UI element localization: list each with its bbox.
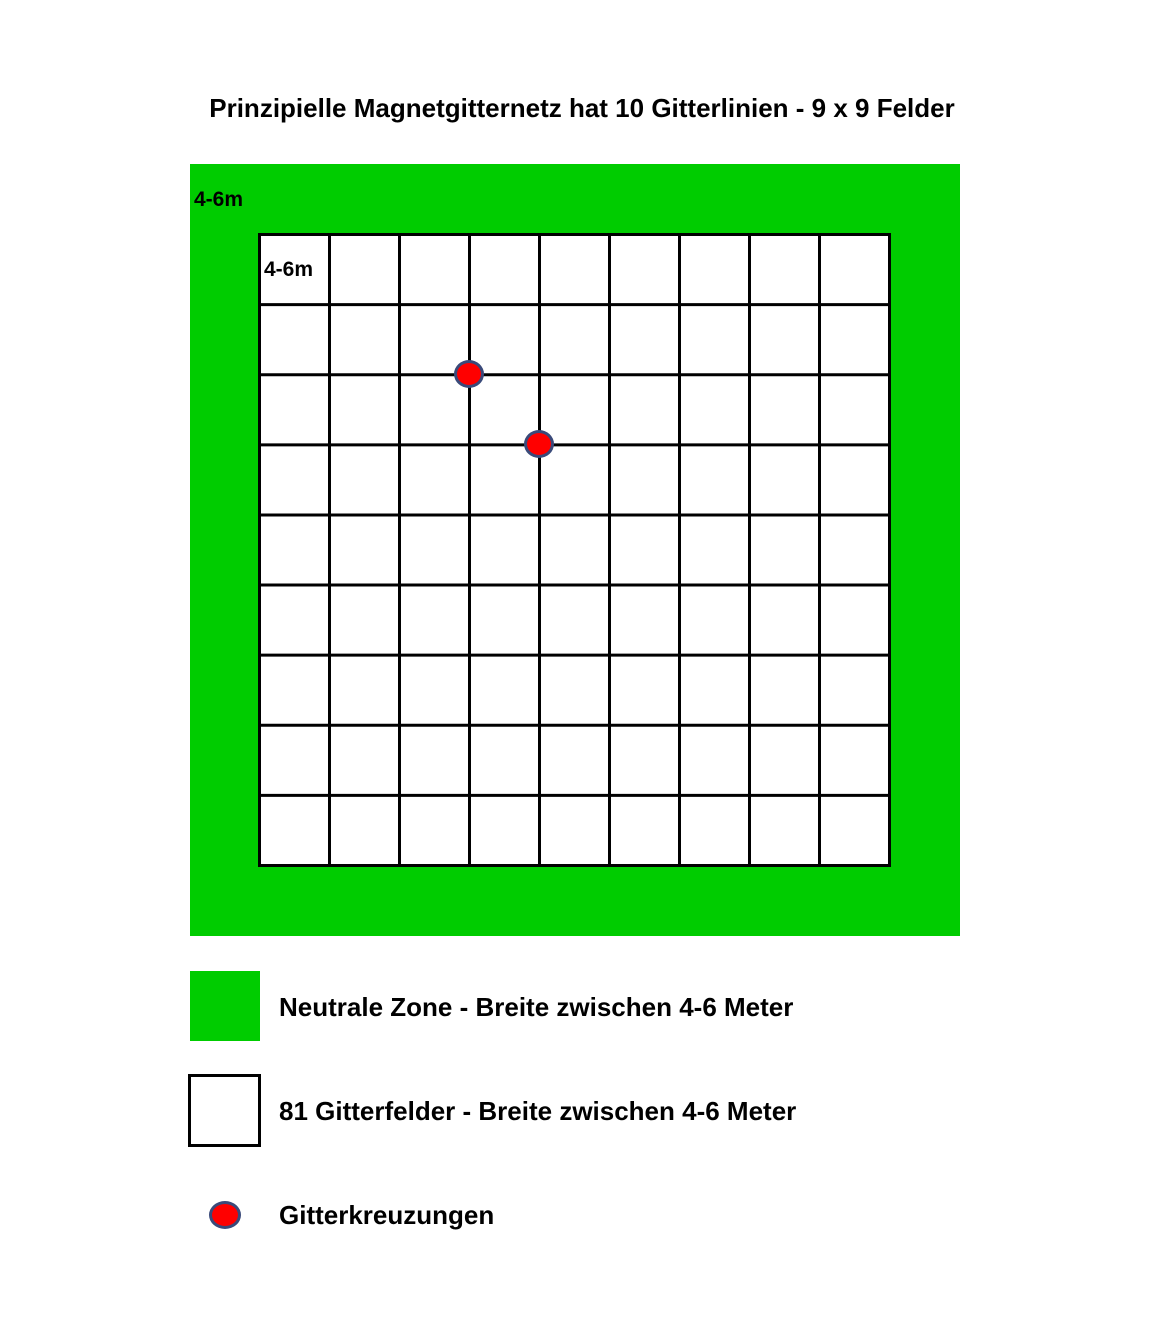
diagram-title: Prinzipielle Magnetgitternetz hat 10 Gitterlinien - 9 x 9 Felder — [209, 93, 955, 123]
legend-red-dot-icon — [209, 1201, 241, 1229]
grid-cell-width-label: 4-6m — [264, 258, 314, 281]
legend-label-crossings: Gitterkreuzungen — [279, 1200, 495, 1230]
magnetic-grid — [258, 233, 891, 867]
legend-label-grid-cells: 81 Gitterfelder - Breite zwischen 4-6 Meter — [279, 1096, 797, 1126]
grid-crossing-dot — [454, 360, 484, 388]
grid-lines — [258, 233, 891, 867]
legend-white-swatch — [188, 1074, 261, 1147]
legend-green-swatch — [190, 971, 260, 1041]
legend-item-crossings — [0, 1201, 1172, 1273]
legend-item-grid-cells — [0, 1074, 1172, 1146]
legend-label-neutral-zone: Neutrale Zone - Breite zwischen 4-6 Meter — [279, 992, 794, 1022]
legend-item-neutral-zone — [0, 971, 1172, 1043]
neutral-zone-width-label: 4-6m — [194, 188, 244, 211]
grid-crossing-dot — [524, 430, 554, 458]
